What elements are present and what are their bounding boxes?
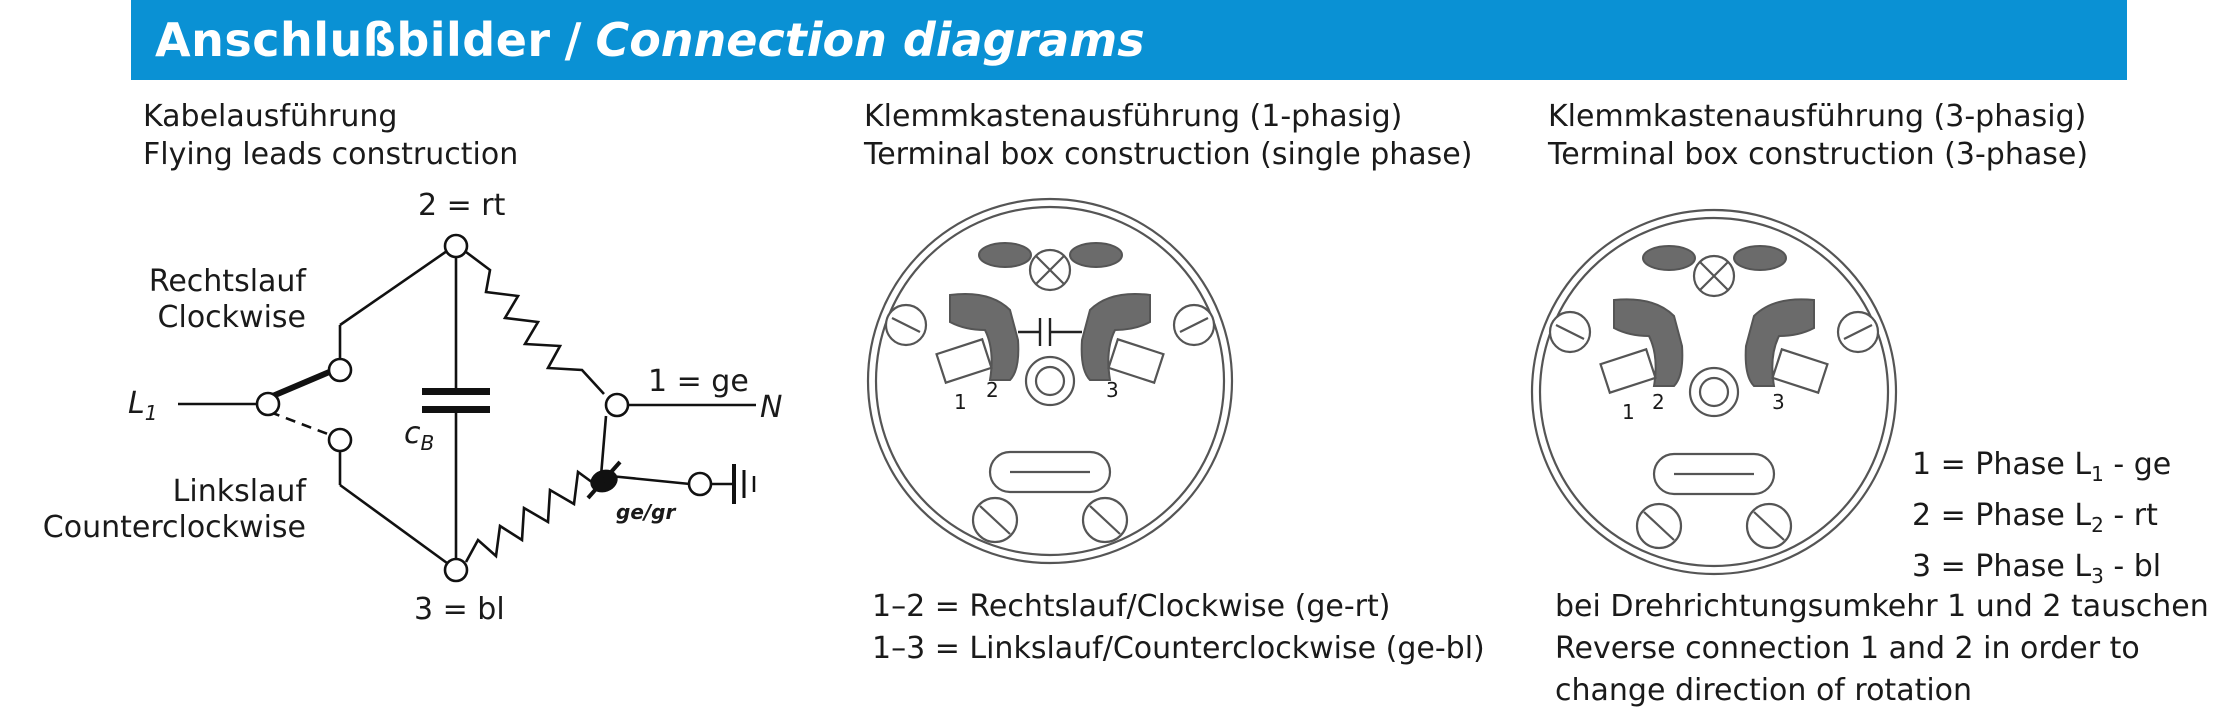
three-terminal-2: 2: [1652, 390, 1665, 414]
node3-label: 3 = bl: [414, 592, 505, 627]
l1-letter: L: [128, 386, 145, 421]
phase-legend-text: 3 = Phase L: [1912, 549, 2092, 584]
title-separator: /: [564, 13, 582, 67]
phase-legend-color: - bl: [2103, 549, 2162, 584]
ccw-label-de: Linkslauf: [172, 474, 306, 509]
phase-legend-sub: 3: [2091, 564, 2104, 588]
col3-note-1: bei Drehrichtungsumkehr 1 und 2 tauschen: [1555, 589, 2209, 624]
three-terminal-1: 1: [1622, 400, 1635, 424]
phase-legend-item: [1912, 495, 2171, 546]
col1-heading-en: Flying leads construction: [143, 137, 519, 172]
node2-label: 2 = rt: [418, 188, 506, 223]
col1-heading-de: Kabelausführung: [143, 99, 398, 134]
phase-legend-color: - rt: [2103, 498, 2158, 533]
phase-legend-text: 2 = Phase L: [1912, 498, 2092, 533]
three-terminal-3: 3: [1772, 390, 1785, 414]
n-label: N: [760, 390, 783, 425]
col2-heading-en: Terminal box construction (single phase): [864, 137, 1473, 172]
node1-label: 1 = ge: [648, 364, 749, 399]
single-terminal-2: 2: [986, 378, 999, 402]
ccw-label-en: Counterclockwise: [42, 510, 306, 545]
single-terminal-1: 1: [954, 390, 967, 414]
cb-subscript: B: [420, 431, 435, 455]
phase-legend-item: [1912, 444, 2171, 495]
col3-heading-de: Klemmkastenausführung (3-phasig): [1548, 99, 2087, 134]
phase-legend: [1912, 444, 2171, 597]
phase-legend-color: - ge: [2103, 447, 2172, 482]
col2-note-1: 1–2 = Rechtslauf/Clockwise (ge-rt): [872, 589, 1391, 624]
title-english: Connection diagrams: [595, 13, 1145, 67]
l1-subscript: 1: [144, 401, 158, 425]
col2-note-2: 1–3 = Linkslauf/Counterclockwise (ge-bl): [872, 631, 1485, 666]
cw-label-de: Rechtslauf: [148, 264, 306, 299]
phase-legend-text: 1 = Phase L: [1912, 447, 2092, 482]
title-german: Anschlußbilder: [155, 13, 551, 67]
col2-heading-de: Klemmkastenausführung (1-phasig): [864, 99, 1403, 134]
cb-letter: c: [404, 416, 421, 451]
cw-label-en: Clockwise: [157, 300, 306, 335]
col3-heading-en: Terminal box construction (3-phase): [1548, 137, 2089, 172]
col3-note-2: Reverse connection 1 and 2 in order to: [1555, 631, 2140, 666]
phase-legend-sub: 1: [2091, 462, 2104, 486]
col3-note-3: change direction of rotation: [1555, 673, 1973, 708]
col3-notes: [1555, 586, 2209, 712]
phase-legend-sub: 2: [2091, 513, 2104, 537]
ground-label: ge/gr: [616, 500, 676, 524]
single-terminal-3: 3: [1106, 378, 1119, 402]
